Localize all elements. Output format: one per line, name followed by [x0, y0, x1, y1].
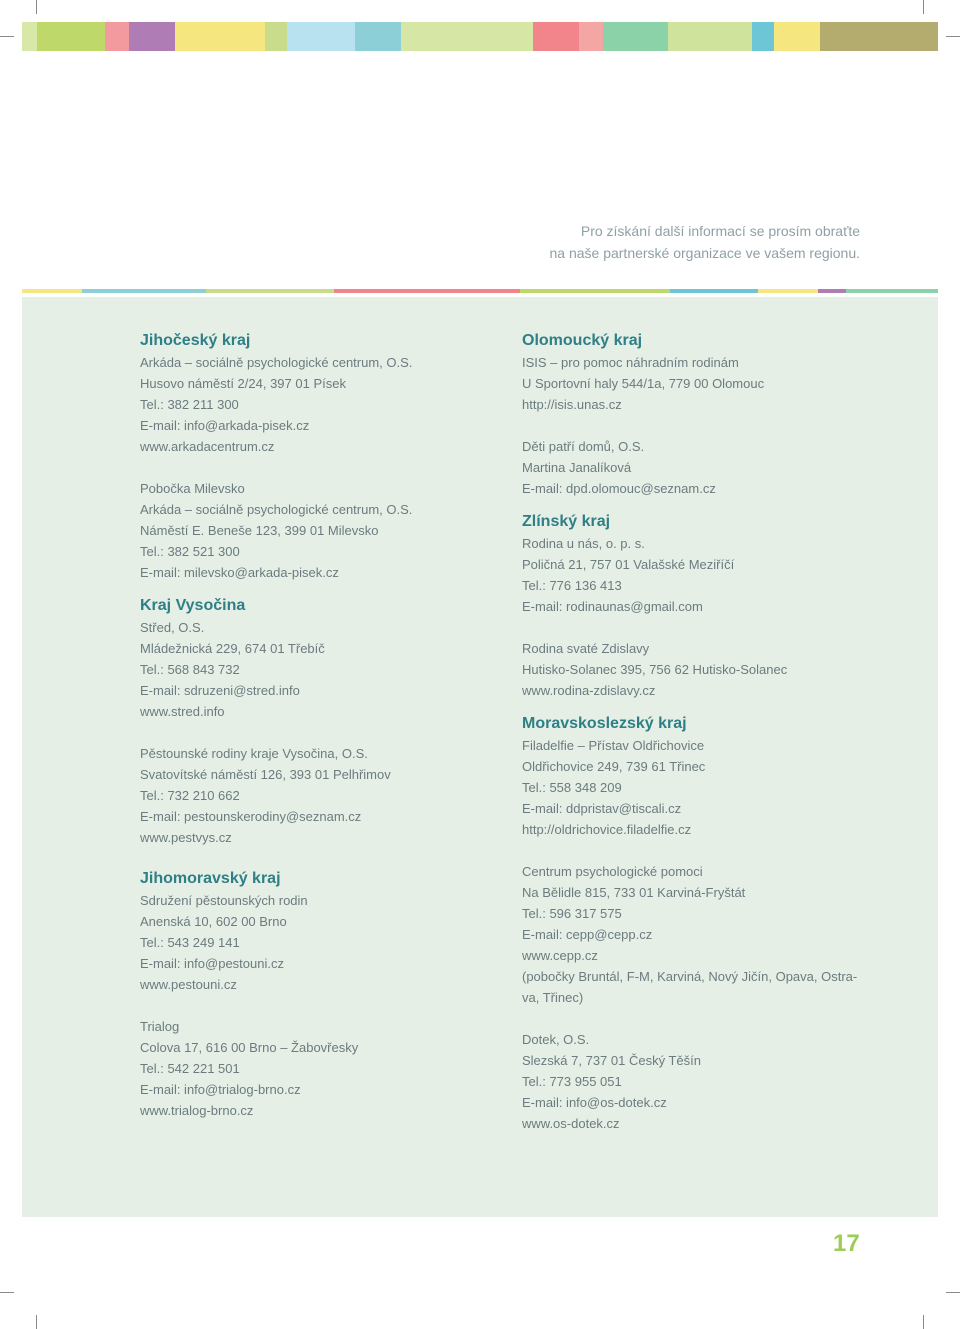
org-line: Na Bělidle 815, 733 01 Karviná-Fryštát [522, 885, 746, 900]
org-line: Sdružení pěstounských rodin [140, 893, 308, 908]
color-swatch [668, 22, 751, 51]
org-line: Tel.: 558 348 209 [522, 780, 622, 795]
color-swatch [206, 289, 334, 293]
org-block [140, 1016, 490, 1121]
org-block [522, 352, 867, 415]
color-swatch [846, 289, 938, 293]
color-swatch [818, 289, 846, 293]
color-swatch [334, 289, 520, 293]
org-email[interactable]: E-mail: cepp@cepp.cz [522, 927, 653, 942]
org-line: Colova 17, 616 00 Brno – Žabovřesky [140, 1040, 359, 1055]
color-swatch [22, 289, 82, 293]
org-line: va, Třinec) [522, 990, 584, 1005]
org-web[interactable]: www.pestvys.cz [140, 830, 232, 845]
crop-mark [0, 36, 14, 37]
org-line: Arkáda – sociálně psychologické centrum, O.S. [140, 355, 413, 370]
org-line: Tel.: 382 211 300 [140, 397, 239, 412]
org-line: Svatovítské náměstí 126, 393 01 Pelhřimov [140, 767, 391, 782]
crop-mark [946, 1292, 960, 1293]
org-line: Rodina u nás, o. p. s. [522, 536, 645, 551]
org-block [140, 743, 490, 848]
color-swatch [533, 22, 579, 51]
org-line: Oldřichovice 249, 739 61 Třinec [522, 759, 706, 774]
org-line: ISIS – pro pomoc náhradním rodinám [522, 355, 739, 370]
org-line: Poličná 21, 757 01 Valašské Meziříčí [522, 557, 735, 572]
org-web[interactable]: www.stred.info [140, 704, 225, 719]
org-line: Husovo náměstí 2/24, 397 01 Písek [140, 376, 346, 391]
org-email[interactable]: E-mail: rodinaunas@gmail.com [522, 599, 703, 614]
org-web[interactable]: www.pestouni.cz [140, 977, 237, 992]
crop-mark [923, 1315, 924, 1329]
org-line: Střed, O.S. [140, 620, 205, 635]
color-swatch [129, 22, 175, 51]
color-swatch [401, 22, 467, 51]
org-web[interactable]: www.os-dotek.cz [522, 1116, 620, 1131]
org-email[interactable]: E-mail: info@trialog-brno.cz [140, 1082, 301, 1097]
org-block [140, 352, 490, 457]
page-number: 17 [833, 1230, 860, 1257]
crop-mark [0, 1292, 14, 1293]
org-block [140, 890, 490, 995]
org-line: Mládežnická 229, 674 01 Třebíč [140, 641, 325, 656]
org-block [522, 735, 867, 840]
region-title: Moravskoslezský kraj [522, 715, 687, 732]
org-email[interactable]: E-mail: sdruzeni@stred.info [140, 683, 300, 698]
color-swatch [579, 22, 603, 51]
org-email[interactable]: E-mail: info@os-dotek.cz [522, 1095, 667, 1110]
org-line: Filadelfie – Přístav Oldřichovice [522, 738, 705, 753]
color-swatch [82, 289, 206, 293]
color-swatch [105, 22, 129, 51]
org-web[interactable]: www.trialog-brno.cz [140, 1103, 254, 1118]
color-swatch [355, 22, 401, 51]
color-swatch [175, 22, 265, 51]
org-block [140, 617, 490, 722]
org-line: (pobočky Bruntál, F-M, Karviná, Nový Jičín, Opava, Ostra- [522, 969, 858, 984]
org-line: Náměstí E. Beneše 123, 399 01 Milevsko [140, 523, 379, 538]
org-line: Tel.: 776 136 413 [522, 578, 622, 593]
org-line: Hutisko-Solanec 395, 756 62 Hutisko-Solanec [522, 662, 788, 677]
org-email[interactable]: E-mail: pestounskerodiny@seznam.cz [140, 809, 362, 824]
org-line: Děti patří domů, O.S. [522, 439, 645, 454]
color-swatch [820, 22, 938, 51]
right-column [522, 330, 867, 1134]
org-line: Pěstounské rodiny kraje Vysočina, O.S. [140, 746, 368, 761]
org-line: Tel.: 382 521 300 [140, 544, 240, 559]
region-title: Jihomoravský kraj [140, 870, 281, 887]
color-swatch [287, 22, 355, 51]
org-email[interactable]: E-mail: info@pestouni.cz [140, 956, 284, 971]
org-block [522, 861, 867, 1008]
org-line: Tel.: 732 210 662 [140, 788, 240, 803]
org-line: Tel.: 596 317 575 [522, 906, 622, 921]
org-email[interactable]: E-mail: ddpristav@tiscali.cz [522, 801, 682, 816]
crop-mark [923, 0, 924, 14]
org-line: Anenská 10, 602 00 Brno [140, 914, 287, 929]
org-block [522, 1029, 867, 1134]
color-swatch [752, 22, 774, 51]
color-swatch [774, 22, 820, 51]
region-title: Zlínský kraj [522, 513, 611, 530]
crop-mark [36, 0, 37, 14]
org-email[interactable]: E-mail: milevsko@arkada-pisek.cz [140, 565, 339, 580]
org-block [522, 638, 867, 701]
left-column [140, 330, 490, 1121]
org-line: U Sportovní haly 544/1a, 779 00 Olomouc [522, 376, 765, 391]
org-block [522, 436, 867, 499]
color-swatch [467, 22, 533, 51]
color-swatch [670, 289, 758, 293]
org-line: Dotek, O.S. [522, 1032, 590, 1047]
org-line: Arkáda – sociálně psychologické centrum, O.S. [140, 502, 413, 517]
intro-text [549, 220, 860, 264]
org-email[interactable]: E-mail: info@arkada-pisek.cz [140, 418, 310, 433]
color-swatch [603, 22, 669, 51]
region-title: Kraj Vysočina [140, 597, 246, 614]
org-line: Trialog [140, 1019, 180, 1034]
org-block [140, 478, 490, 583]
org-web[interactable]: www.arkadacentrum.cz [140, 439, 275, 454]
org-web[interactable]: www.rodina-zdislavy.cz [522, 683, 656, 698]
intro-line: na naše partnerské organizace ve vašem regionu. [549, 245, 860, 261]
org-line: Slezská 7, 737 01 Český Těšín [522, 1053, 701, 1068]
org-line: Rodina svaté Zdislavy [522, 641, 650, 656]
org-line: Tel.: 568 843 732 [140, 662, 240, 677]
org-web[interactable]: www.cepp.cz [522, 948, 598, 963]
org-line: Centrum psychologické pomoci [522, 864, 703, 879]
org-email[interactable]: E-mail: dpd.olomouc@seznam.cz [522, 481, 716, 496]
org-line: Pobočka Milevsko [140, 481, 245, 496]
org-web[interactable]: http://oldrichovice.filadelfie.cz [522, 822, 692, 837]
org-line: Tel.: 773 955 051 [522, 1074, 622, 1089]
color-swatch [265, 22, 287, 51]
crop-mark [36, 1315, 37, 1329]
org-line: Tel.: 542 221 501 [140, 1061, 240, 1076]
org-line: Tel.: 543 249 141 [140, 935, 240, 950]
thin-color-bar [22, 289, 938, 293]
org-web[interactable]: http://isis.unas.cz [522, 397, 622, 412]
color-swatch [758, 289, 818, 293]
top-color-bar [22, 22, 938, 51]
color-swatch [37, 22, 105, 51]
color-swatch [22, 22, 37, 51]
region-title: Olomoucký kraj [522, 332, 643, 349]
crop-mark [946, 36, 960, 37]
org-block [522, 533, 867, 617]
color-swatch [520, 289, 670, 293]
region-title: Jihočeský kraj [140, 332, 251, 349]
org-line: Martina Janalíková [522, 460, 632, 475]
intro-line: Pro získání další informací se prosím obraťte [580, 223, 860, 239]
